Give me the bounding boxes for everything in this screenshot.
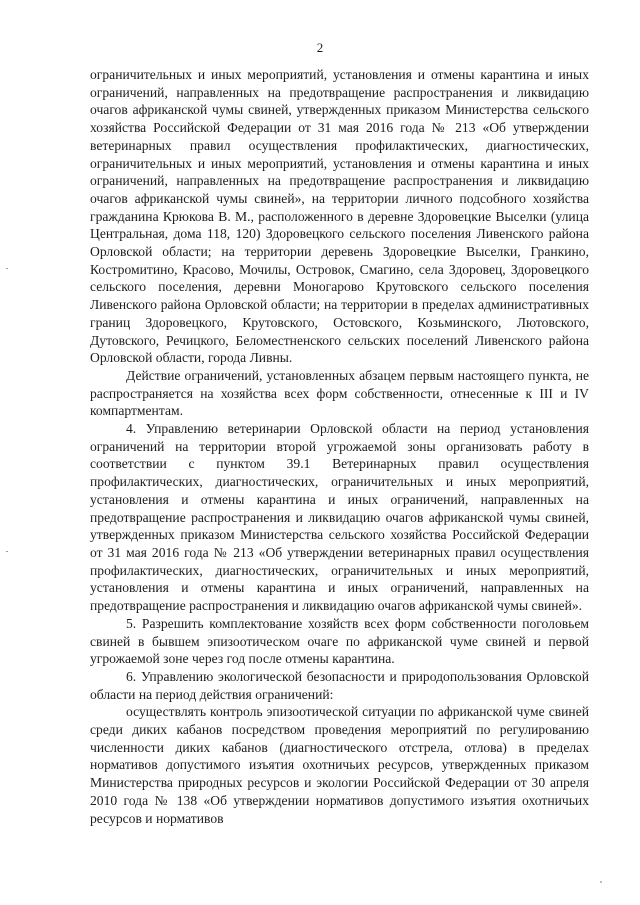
- paragraph-item-6: 6. Управлению экологической безопасности и природопользования Орловской области на период действия ограничений:: [90, 668, 589, 702]
- page-number: 2: [316, 40, 324, 55]
- paragraph-item-6-control: осуществлять контроль эпизоотической ситуации по африканской чуме свиней среди диких кабанов посредством проведения мероприятий по регулированию численности диких кабанов (диагностического отстрела, отлова) в пределах нормативов допустимого изъятия охотничьих ресурсов, утвержденных приказом Министерства природных ресурсов и экологии Российской Федерации от 30 апреля 2010 года № 138 «Об утверждении нормативов допустимого изъятия охотничьих ресурсов и нормативов: [90, 704, 589, 826]
- scan-mark: [6, 268, 8, 269]
- scan-dot: [600, 881, 602, 883]
- paragraph-item-5: 5. Разрешить комплектование хозяйств всех форм собственности поголовьем свиней в бывшем эпизоотическом очаге по африканской чуме свиней и первой угрожаемой зоне через год после отмены карантина.: [90, 615, 589, 667]
- scan-mark: [6, 551, 8, 552]
- paragraph-compartment-exception: Действие ограничений, установленных абзацем первым настоящего пункта, не распространяется на хозяйства всех форм собственности, отнесенные к III и IV компартментам.: [90, 367, 589, 419]
- paragraph-restrictions-territory: ограничительных и иных мероприятий, установления и отмены карантина и иных ограничений, направленных на предотвращение распространения и ликвидацию очагов африканской чумы свиней, утвержденных приказом Министерства сельского хозяйства Российской Федерации от 31 мая 2016 года № 213 «Об утверждении ветеринарных правил осуществления профилактических, диагностических, ограничительных и иных мероприятий, установления и отмены карантина и иных ограничений, направленных на предотвращение распространения и ликвидацию очагов африканской чумы свиней», на территории личного подсобного хозяйства гражданина Крюкова В. М., расположенного в деревне Здоровецкие Выселки (улица Центральная, дома 118, 120) Здоровецкого сельского поселения Ливенского района Орловской области; на территории деревень Здоровецкие Выселки, Гранкино, Костромитино, Красово, Мочилы, Островок, Смагино, села Здоровец, Здоровецкого сельского поселения, деревни Моногарово Крутовского сельского поселения Ливенского района Орловской области; на территории в пределах административных границ Здоровецкого, Крутовского, Остовского, Козьминского, Лютовского, Дутовского, Речицкого, Беломестненского сельских поселений Ливенского района Орловской области, города Ливны.: [90, 67, 589, 366]
- document-body: [90, 66, 589, 827]
- paragraph-item-4: 4. Управлению ветеринарии Орловской области на период установления ограничений на территории второй угрожаемой зоны организовать работу в соответствии с пунктом 39.1 Ветеринарных правил осуществления профилактических, диагностических, ограничительных и иных мероприятий, установления и отмены карантина и иных ограничений, направленных на предотвращение распространения и ликвидацию очагов африканской чумы свиней, утвержденных приказом Министерства сельского хозяйства Российской Федерации от 31 мая 2016 года № 213 «Об утверждении ветеринарных правил осуществления профилактических, диагностических, ограничительных и иных мероприятий, установления и отмены карантина и иных ограничений, направленных на предотвращение распространения и ликвидацию очагов африканской чумы свиней».: [90, 421, 589, 614]
